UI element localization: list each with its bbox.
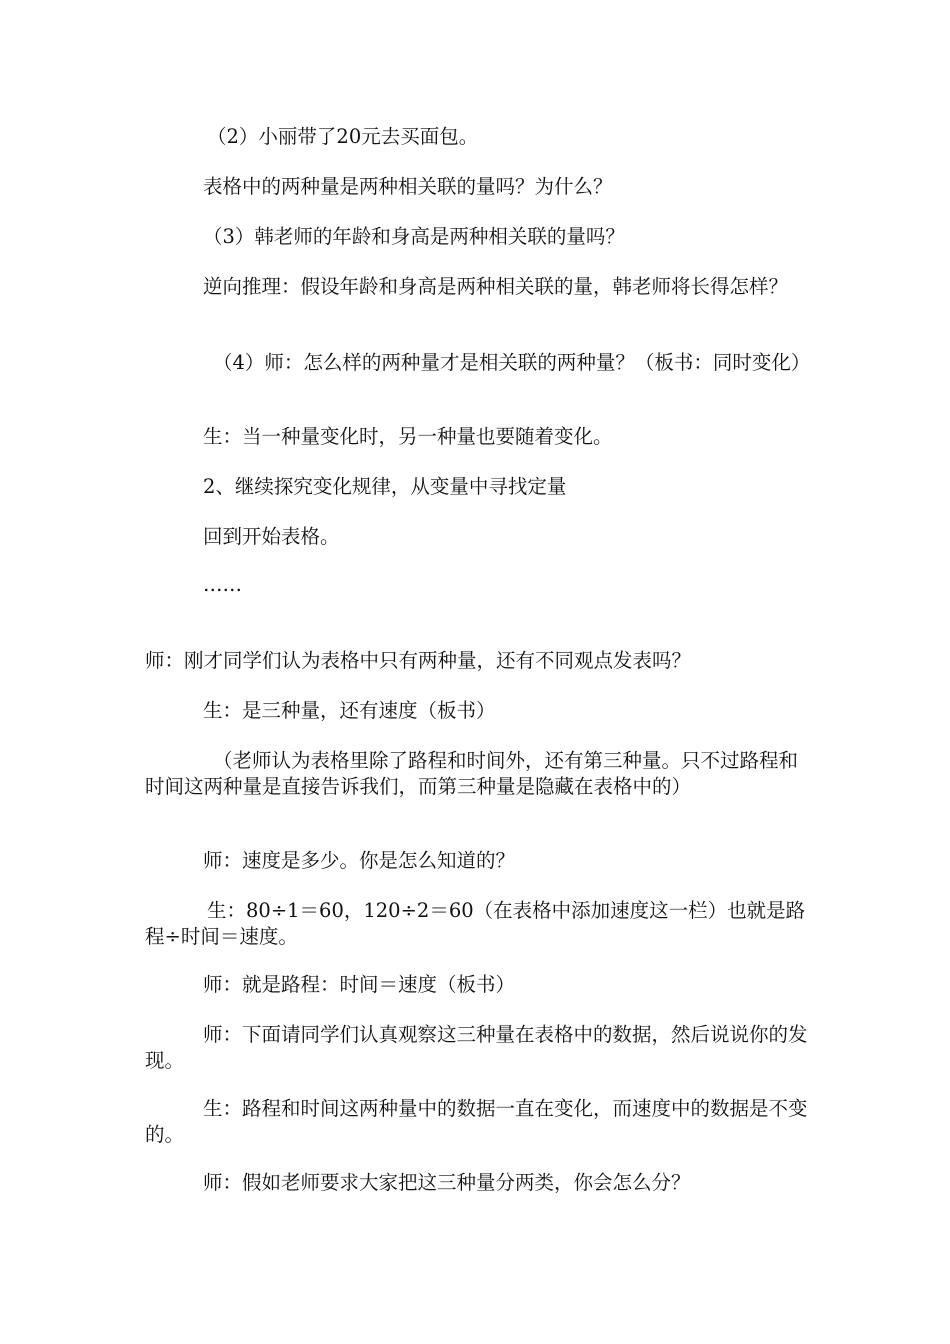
paragraph-student-observation: 生：路程和时间这两种量中的数据一直在变化，而速度中的数据是不变的。 [145, 1097, 808, 1146]
paragraph-student-answer-change: 生：当一种量变化时，另一种量也要随着变化。 [203, 425, 613, 448]
paragraph-student-three-quantities: 生：是三种量，还有速度（板书） [203, 699, 496, 722]
paragraph-teacher-classify: 师：假如老师要求大家把这三种量分两类，你会怎么分？ [203, 1171, 691, 1194]
paragraph-reverse-reasoning: 逆向推理：假设年龄和身高是两种相关联的量，韩老师将长得怎样？ [203, 275, 789, 298]
paragraph-student-speed-calc: 生：80÷1＝60，120÷2＝60（在表格中添加速度这一栏）也就是路程÷时间＝速度。 [145, 899, 806, 948]
paragraph-example-4: （4）师：怎么样的两种量才是相关联的两种量？（板书：同时变化） [213, 351, 811, 374]
paragraph-question-related: 表格中的两种量是两种相关联的量吗？为什么？ [203, 175, 613, 198]
paragraph-back-to-table: 回到开始表格。 [203, 525, 340, 548]
paragraph-teacher-speed-question: 师：速度是多少。你是怎么知道的？ [203, 849, 516, 872]
paragraph-ellipsis: …… [203, 573, 242, 596]
paragraph-teacher-two-quantities: 师：刚才同学们认为表格中只有两种量，还有不同观点发表吗？ [145, 649, 692, 672]
paragraph-example-2: （2）小丽带了20元去买面包。 [207, 125, 479, 148]
paragraph-section-2: 2、继续探究变化规律，从变量中寻找定量 [203, 475, 567, 498]
paragraph-teacher-formula: 师：就是路程：时间＝速度（板书） [203, 973, 516, 996]
paragraph-example-3: （3）韩老师的年龄和身高是两种相关联的量吗？ [203, 225, 625, 248]
paragraph-teacher-note: （老师认为表格里除了路程和时间外，还有第三种量。只不过路程和时间这两种量是直接告诉我们，而第三种量是隐藏在表格中的） [145, 749, 799, 798]
paragraph-teacher-observe: 师：下面请同学们认真观察这三种量在表格中的数据，然后说说你的发现。 [145, 1023, 808, 1072]
